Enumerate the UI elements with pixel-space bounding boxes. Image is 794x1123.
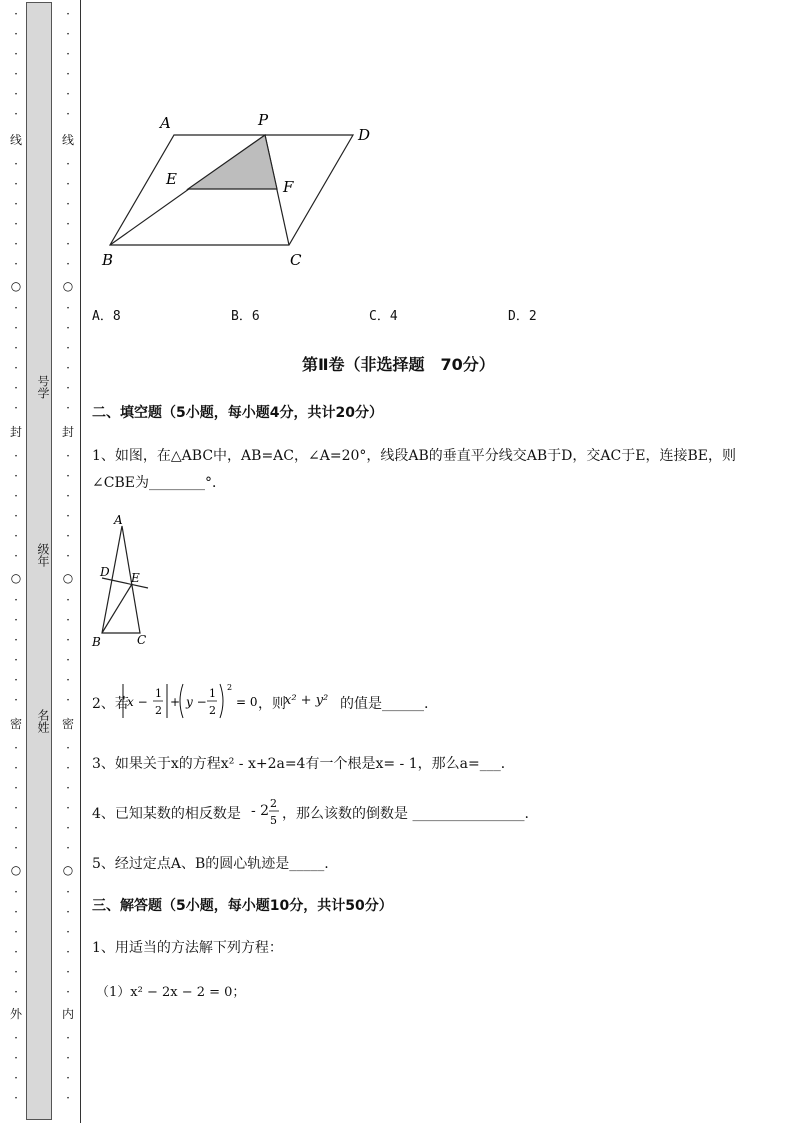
binding-margin-right: · · · · · · 线 · · · · · · ○ · · · · · · 封 · · · · · · ○ · · · · · · 密 · · · · · · ○ · · · · · · 内 · · · · — [58, 0, 78, 1123]
student-info-band — [26, 2, 52, 1120]
formula-y-minus: y − — [186, 695, 207, 709]
section2-heading: 二、填空题（5小题，每小题4分，共计20分） — [92, 405, 383, 421]
band-label-grade: 级年 — [36, 543, 50, 567]
perpendicular-bisector-de — [102, 578, 148, 588]
option-c: C．4 — [369, 309, 398, 324]
fraction-numerator: 2 — [270, 797, 277, 810]
question-2-2-formula — [120, 680, 280, 722]
page-frame-line — [80, 0, 81, 1123]
section3-heading: 三、解答题（5小题，每小题10分，共计50分） — [92, 898, 393, 914]
margin-mark: 外 — [9, 1007, 22, 1021]
formula-x-minus: x − — [127, 695, 148, 709]
question-2-2-suffix-a: ，则 — [258, 696, 286, 712]
question-2-4-suffix: ，那么该数的倒数是 ________________. — [282, 806, 529, 822]
question-2-4-prefix: 4、已知某数的相反数是 — [92, 806, 241, 822]
formula-half-den-1: 2 — [155, 704, 162, 717]
label-e: E — [131, 571, 140, 585]
part2-title: 第Ⅱ卷（非选择题 70分） — [302, 355, 495, 374]
margin-mark: ○ — [62, 571, 74, 585]
question-2-2-suffix-b: 的值是______. — [340, 696, 429, 712]
label-f: F — [283, 178, 294, 196]
formula-eq0: = 0 — [236, 695, 258, 709]
option-b: B．6 — [231, 309, 260, 324]
question-2-1-line2: ∠CBE为________°． — [92, 475, 226, 491]
question-2-4-fraction — [268, 794, 282, 830]
margin-mark: 线 — [9, 133, 22, 147]
margin-mark: 密 — [61, 717, 74, 731]
question-3-1-part1: （1）x² − 2x − 2 = 0； — [96, 985, 246, 1000]
figure-triangle — [88, 512, 164, 652]
formula-half-num-1: 1 — [155, 687, 162, 700]
label-p: P — [258, 111, 269, 129]
paren-left — [180, 684, 183, 718]
question-2-1-line1: 1、如图，在△ABC中，AB=AC，∠A=20°，线段AB的垂直平分线交AB于D，交AC于E，连接BE，则 — [92, 448, 736, 464]
margin-mark: 密 — [9, 717, 22, 731]
fraction-denominator: 5 — [270, 814, 277, 827]
label-b: B — [92, 635, 101, 649]
formula-square: 2 — [227, 683, 233, 692]
label-d: D — [358, 126, 371, 144]
question-2-2-x2y2: x² + y² — [284, 693, 329, 708]
label-a: A — [114, 513, 123, 527]
shaded-triangle-pef — [188, 135, 277, 189]
band-label-name: 名姓 — [36, 709, 50, 733]
question-3-1: 1、用适当的方法解下列方程： — [92, 940, 283, 956]
question-2-3: 3、如果关于x的方程x² - x+2a=4有一个根是x= - 1，那么a=___． — [92, 756, 515, 772]
label-a: A — [160, 114, 171, 132]
option-a: A．8 — [92, 309, 121, 324]
margin-mark: 线 — [61, 133, 74, 147]
paren-right — [220, 684, 223, 718]
question-2-5: 5、经过定点A、B的圆心轨迹是_____. — [92, 856, 329, 872]
formula-half-den-2: 2 — [209, 704, 216, 717]
margin-mark: 内 — [61, 1007, 74, 1021]
option-d: D．2 — [508, 309, 537, 324]
question-2-2-prefix: 2、若 — [92, 696, 129, 712]
figure-parallelogram — [96, 110, 386, 275]
label-c: C — [290, 251, 302, 269]
margin-mark: ○ — [10, 863, 22, 877]
label-d: D — [100, 565, 110, 579]
margin-mark: 封 — [61, 425, 74, 439]
margin-mark: 封 — [9, 425, 22, 439]
band-label-number: 号学 — [36, 375, 50, 399]
binding-margin-left: · · · · · · 线 · · · · · · ○ · · · · · · 封 · · · · · · ○ · · · · · · 密 · · · · · · ○ · · · · · · 外 · · · · — [6, 0, 26, 1123]
label-c: C — [137, 633, 147, 647]
margin-mark: ○ — [62, 863, 74, 877]
margin-mark: ○ — [62, 279, 74, 293]
question-2-4-minus2: - 2 — [251, 803, 270, 819]
margin-mark: ○ — [10, 571, 22, 585]
margin-mark: ○ — [10, 279, 22, 293]
label-e: E — [166, 170, 177, 188]
label-b: B — [102, 251, 114, 269]
formula-plus: + — [170, 695, 181, 709]
formula-half-num-2: 1 — [209, 687, 216, 700]
parallelogram-abcd — [110, 135, 353, 245]
